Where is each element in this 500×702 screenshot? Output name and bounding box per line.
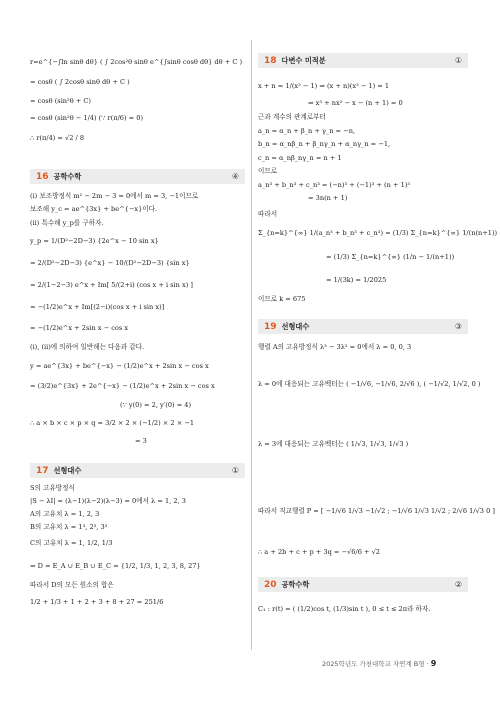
column-divider [251, 40, 252, 650]
s16-line-12: (∵ y(0) = 2, y′(0) = 4) [120, 401, 192, 409]
s16-line-11: = (3/2)e^{3x} + 2e^{−x} − (1/2)e^x + 2sin x − cos x [30, 382, 215, 390]
s18-line-8: a_n³ + b_n³ + c_n³ = (−n)³ + (−1)³ + (n + 1)³ [258, 181, 411, 189]
section-19-answer: ③ [454, 322, 462, 331]
s17-line-3: A의 고유치 λ = 1, 2, 3 [30, 510, 100, 518]
section-17-title: 선형대수 [53, 465, 82, 475]
s18-line-12: = (1/3) Σ_{n=k}^{∞} (1/n − 1/(n+1)) [326, 253, 455, 261]
s17-line-5: C의 고유치 λ = 1, 1/2, 1/3 [30, 539, 113, 547]
s16-line-7: = −(1/2)e^x + Im[(2−i)(cos x + i sin x)] [30, 303, 165, 311]
s19-line-5: ∴ a + 2b + c + p + 3q = −√6/6 + √2 [258, 548, 381, 556]
s16-line-9: (i), (ii)에 의하여 일반해는 다음과 같다. [30, 343, 145, 351]
intro-line-3: = cosθ (sin²θ + C) [30, 97, 91, 105]
s18-line-11: Σ_{n=k}^{∞} 1/(a_n³ + b_n³ + c_n³) = (1/3) Σ_{n=k}^{∞} 1/(n(n+1)) [258, 229, 498, 237]
section-19-header [258, 319, 468, 334]
s18-line-3: 근과 계수의 관계로부터 [258, 113, 326, 121]
section-17-answer: ① [231, 466, 239, 475]
intro-line-1: r=e^{−∫ln sinθ dθ} ( ∫ 2cos²θ sinθ e^{∫sinθ cosθ dθ} dθ + C ) [30, 58, 243, 66]
s16-line-8: = −(1/2)e^x + 2sin x − cos x [30, 324, 129, 332]
s19-line-4: 따라서 직교행렬 P = [ −1/√6 1/√3 −1/√2 ; −1/√6 1/√3 1/√2 ; 2/√6 1/√3 0 ] [258, 507, 495, 515]
section-17-number: 17 [36, 465, 49, 476]
s16-line-13: ∴ a × b × c × p × q = 3/2 × 2 × (−1/2) × 2 × −1 [30, 419, 195, 427]
intro-line-4: = cosθ (sin²θ − 1/4) (∵ r(π/6) = 0) [30, 114, 144, 122]
section-20-header [258, 577, 468, 592]
s16-line-6: = 2/(1−2−3) e^x + Im[ 5/(2+i) (cos x + i sin x) ] [30, 281, 193, 289]
section-18-answer: ① [454, 56, 462, 65]
s16-line-10: y = ae^{3x} + be^{−x} − (1/2)e^x + 2sin x − cos x [30, 362, 209, 370]
s18-line-1: x + n = 1/(x² − 1) ⇒ (x + n)(x² − 1) = 1 [258, 82, 390, 90]
s19-line-2: λ = 0에 대응되는 고유벡터는 ( −1/√6, −1/√6, 2/√6 ), ( −1/√2, 1/√2, 0 ) [258, 380, 481, 388]
footer-text: 2025학년도 가천대학교 자연계 B형 [322, 660, 425, 668]
s17-line-1: S의 고유방정식 [30, 484, 75, 492]
s18-line-6: c_n = α_nβ_nγ_n = n + 1 [258, 154, 342, 162]
s19-line-1: 행렬 A의 고유방정식 λ³ − 3λ² = 0에서 λ = 0, 0, 3 [258, 343, 412, 351]
s16-line-1: (i) 보조방정식 m² − 2m − 3 = 0에서 m = 3, −1이므로 [30, 192, 199, 200]
s16-line-3: (ii) 특수해 y_p를 구하자. [30, 219, 104, 227]
page-footer [322, 659, 436, 668]
s18-line-2: ⇒ x³ + nx² − x − (n + 1) = 0 [308, 99, 403, 107]
section-18-header [258, 53, 468, 68]
s18-line-9: = 3n(n + 1) [308, 194, 348, 202]
intro-line-5: ∴ r(π/4) = √2 / 8 [30, 134, 85, 142]
section-19-number: 19 [264, 321, 277, 332]
s18-line-14: 이므로 k = 675 [258, 295, 306, 303]
section-16-number: 16 [36, 171, 49, 182]
section-20-answer: ② [454, 580, 462, 589]
page-number: 9 [430, 659, 437, 668]
s18-line-10: 따라서 [258, 210, 278, 218]
s16-line-14: = 3 [135, 437, 147, 445]
section-20-title: 공학수학 [281, 579, 310, 589]
s16-line-2: 보조해 y_c = ae^{3x} + be^{−x}이다. [30, 205, 158, 213]
section-18-title: 다변수 미적분 [281, 55, 326, 65]
s17-line-7: 따라서 D의 모든 원소의 합은 [30, 581, 114, 589]
footer-separator: · [426, 660, 429, 668]
s18-line-13: = 1/(3k) = 1/2025 [326, 276, 387, 284]
section-20-number: 20 [264, 579, 277, 590]
s17-line-8: 1/2 + 1/3 + 1 + 2 + 3 + 8 + 27 = 251/6 [30, 598, 164, 606]
s20-line-1: C₁ : r(t) = ( (1/2)cos t, (1/3)sin t ), 0 ≤ t ≤ 2π라 하자. [258, 605, 431, 613]
s16-line-5: = 2/(D²−2D−3) {e^x} − 10/(D²−2D−3) {sin x} [30, 259, 190, 267]
s18-line-5: b_n = α_nβ_n + β_nγ_n + α_nγ_n = −1, [258, 140, 391, 148]
s17-line-2: |S − λI| = (λ−1)(λ−2)(λ−3) = 0에서 λ = 1, 2, 3 [30, 497, 186, 505]
s17-line-6: ⇒ D = E_A ∪ E_B ∪ E_C = {1/2, 1/3, 1, 2, 3, 8, 27} [30, 562, 201, 570]
s18-line-7: 이므로 [258, 167, 278, 175]
section-16-header [30, 169, 245, 184]
s18-line-4: a_n = α_n + β_n + γ_n = −n, [258, 127, 356, 135]
section-18-number: 18 [264, 55, 277, 66]
section-19-title: 선형대수 [281, 321, 310, 331]
s19-line-3: λ = 3에 대응되는 고유벡터는 ( 1/√3, 1/√3, 1/√3 ) [258, 440, 409, 448]
intro-line-2: = cosθ ( ∫ 2cosθ sinθ dθ + C ) [30, 78, 130, 86]
section-16-title: 공학수학 [53, 171, 82, 181]
section-17-header [30, 463, 245, 478]
section-16-answer: ④ [231, 172, 239, 181]
s17-line-4: B의 고유치 λ = 1³, 2³, 3³ [30, 523, 108, 531]
s16-line-4: y_p = 1/(D²−2D−3) {2e^x − 10 sin x} [30, 237, 159, 245]
